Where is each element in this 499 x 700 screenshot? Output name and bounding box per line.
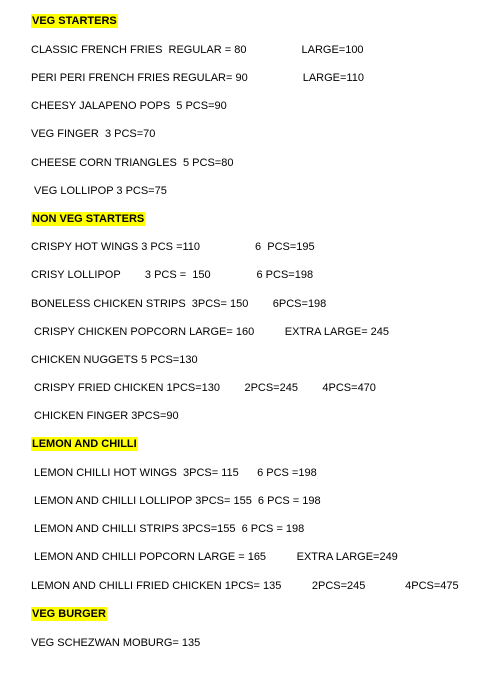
section-heading-non-veg-starters: NON VEG STARTERS [32, 213, 145, 225]
menu-item: CRISPY HOT WINGS 3 PCS =110 6 PCS=195 [31, 241, 315, 253]
menu-item: VEG SCHEZWAN MOBURG= 135 [31, 637, 201, 649]
menu-item: CHICKEN FINGER 3PCS=90 [31, 410, 179, 422]
menu-item: CHEESE CORN TRIANGLES 5 PCS=80 [31, 157, 234, 169]
menu-item: VEG LOLLIPOP 3 PCS=75 [31, 185, 167, 197]
menu-item: CRISPY CHICKEN POPCORN LARGE= 160 EXTRA LARGE= 245 [31, 326, 390, 338]
menu-item: CLASSIC FRENCH FRIES REGULAR = 80 LARGE=100 [31, 44, 364, 56]
section-heading-veg-starters: VEG STARTERS [32, 15, 117, 27]
menu-item: LEMON AND CHILLI FRIED CHICKEN 1PCS= 135 2PCS=245 4PCS=475 [31, 580, 459, 592]
section-heading-lemon-and-chilli: LEMON AND CHILLI [32, 438, 137, 450]
menu-item: CHEESY JALAPENO POPS 5 PCS=90 [31, 100, 227, 112]
menu-item: PERI PERI FRENCH FRIES REGULAR= 90 LARGE=110 [31, 72, 364, 84]
menu-item: CHICKEN NUGGETS 5 PCS=130 [31, 354, 198, 366]
menu-item: CRISPY FRIED CHICKEN 1PCS=130 2PCS=245 4PCS=470 [31, 382, 376, 394]
menu-item: BONELESS CHICKEN STRIPS 3PCS= 150 6PCS=198 [31, 298, 327, 310]
menu-item: LEMON AND CHILLI LOLLIPOP 3PCS= 155 6 PCS = 198 [31, 495, 321, 507]
section-heading-veg-burger: VEG BURGER [32, 608, 106, 620]
menu-item: LEMON CHILLI HOT WINGS 3PCS= 115 6 PCS =198 [31, 467, 317, 479]
menu-item: LEMON AND CHILLI STRIPS 3PCS=155 6 PCS = 198 [31, 523, 305, 535]
menu-item: CRISY LOLLIPOP 3 PCS = 150 6 PCS=198 [31, 269, 314, 281]
menu-item: LEMON AND CHILLI POPCORN LARGE = 165 EXTRA LARGE=249 [31, 551, 398, 563]
menu-item: VEG FINGER 3 PCS=70 [31, 128, 156, 140]
